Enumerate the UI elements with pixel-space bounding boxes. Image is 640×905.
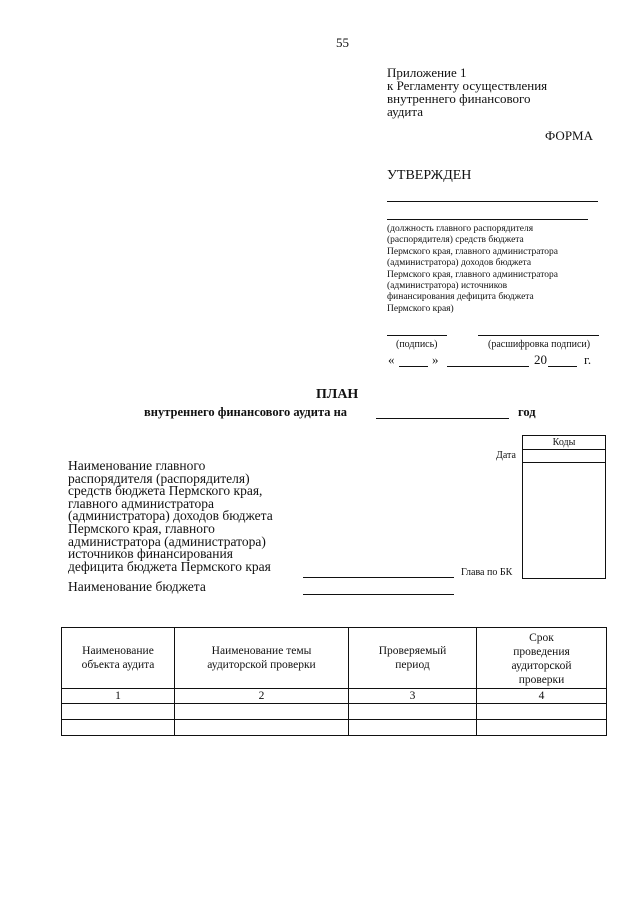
entity-name-field[interactable]	[303, 577, 454, 578]
date-year-field[interactable]	[548, 366, 577, 367]
entity-label: Наименование главного распорядителя (распорядителя) средств бюджета Пермского края, главного администратора (администратора) доходов бюджета Пермского края, главного администратора (администратора) источников финансирования дефицита бюджета Пермского края	[68, 458, 273, 574]
column-header-period: Проверяемый период	[349, 628, 477, 689]
date-year-suffix: г.	[584, 352, 592, 367]
signature-caption: (подпись)	[396, 339, 438, 350]
decoding-caption: (расшифровка подписи)	[488, 339, 591, 350]
table-cell[interactable]	[477, 720, 607, 736]
column-number: 1	[62, 689, 175, 704]
table-row	[62, 704, 607, 720]
plan-title: ПЛАН	[316, 387, 359, 402]
position-caption: (должность главного распорядителя (распорядителя) средств бюджета Пермского края, главного администратора (администратора) доходов бюджета Пермского края, главного администратора (администратора) источников финансирования дефицита бюджета Пермского края)	[387, 224, 559, 314]
audit-plan-table	[61, 627, 607, 736]
table-cell[interactable]	[477, 704, 607, 720]
plan-year-word: год	[518, 405, 536, 419]
chapter-code-cell[interactable]	[523, 463, 606, 579]
table-cell[interactable]	[175, 704, 349, 720]
page-number: 55	[336, 35, 349, 50]
approver-line-1[interactable]	[387, 201, 598, 202]
table-cell[interactable]	[62, 704, 175, 720]
appendix-line: Приложение 1	[387, 65, 467, 80]
table-cell[interactable]	[349, 720, 477, 736]
appendix-line: к Регламенту осуществления	[387, 78, 548, 93]
plan-subtitle: внутреннего финансового аудита на	[144, 405, 348, 419]
date-day-field[interactable]	[399, 366, 428, 367]
signature-line[interactable]	[387, 335, 447, 336]
codes-header: Коды	[523, 436, 606, 450]
date-code-cell[interactable]	[523, 450, 606, 463]
column-header-audit-object: Наименование объекта аудита	[62, 628, 175, 689]
table-cell[interactable]	[349, 704, 477, 720]
approver-line-2[interactable]	[387, 219, 588, 220]
column-header-audit-topic: Наименование темы аудиторской проверки	[175, 628, 349, 689]
approved-title: УТВЕРЖДЕН	[387, 168, 472, 183]
plan-year-field[interactable]	[376, 418, 509, 419]
budget-label: Наименование бюджета	[68, 579, 206, 594]
table-cell[interactable]	[62, 720, 175, 736]
date-label: Дата	[496, 450, 516, 461]
column-number: 2	[175, 689, 349, 704]
codes-table	[522, 435, 606, 579]
budget-name-field[interactable]	[303, 594, 454, 595]
appendix-line: внутреннего финансового	[387, 91, 531, 106]
column-header-deadline: Срок проведения аудиторской проверки	[477, 628, 607, 689]
chapter-label: Глава по БК	[461, 567, 513, 578]
table-row	[62, 720, 607, 736]
decoding-line[interactable]	[478, 335, 599, 336]
appendix-heading	[387, 66, 547, 118]
form-label: ФОРМА	[545, 128, 593, 143]
date-open-quote: «	[388, 352, 395, 367]
column-number: 3	[349, 689, 477, 704]
column-number: 4	[477, 689, 607, 704]
table-cell[interactable]	[175, 720, 349, 736]
date-year-prefix: 20	[534, 352, 547, 367]
appendix-line: аудита	[387, 104, 423, 119]
date-close-quote: »	[432, 352, 439, 367]
date-month-field[interactable]	[447, 366, 529, 367]
